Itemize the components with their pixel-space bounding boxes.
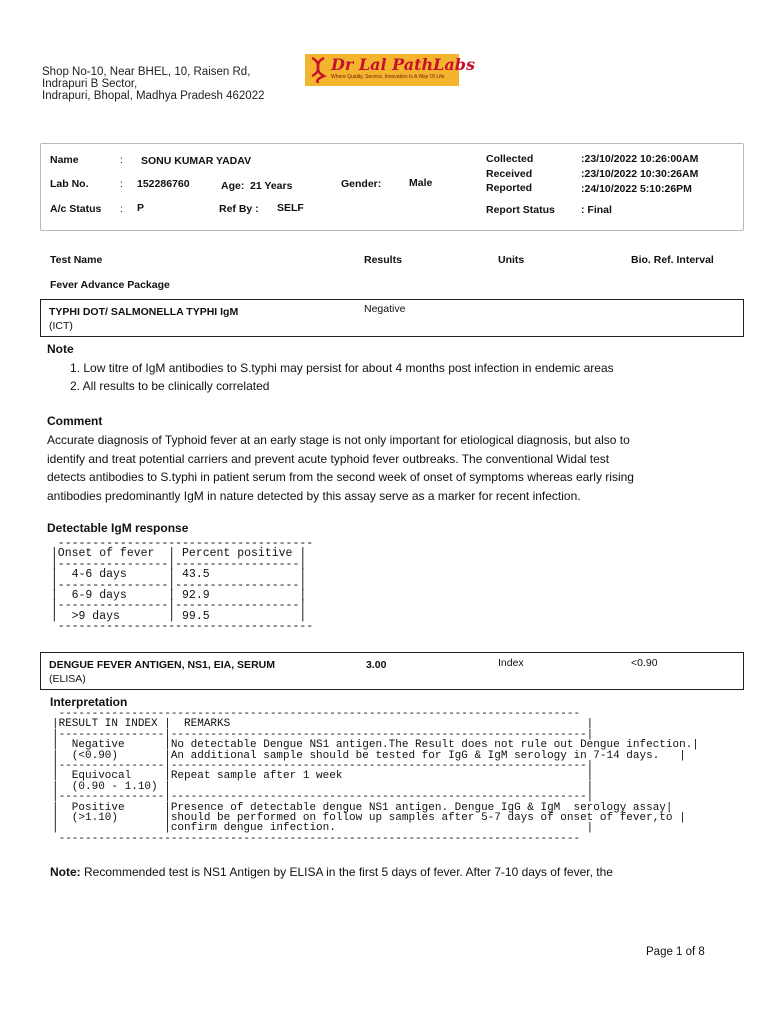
lab-number: 152286760: [137, 178, 190, 190]
note-item: 1. Low titre of IgM antibodies to S.typhi may persist for about 4 months post infection in endemic areas: [70, 361, 614, 375]
collected-datetime: :23/10/2022 10:26:00AM: [581, 153, 699, 165]
comment-line: Accurate diagnosis of Typhoid fever at an early stage is not only important for etiological diagnosis, but also to: [47, 433, 630, 447]
patient-gender: Male: [409, 177, 433, 189]
address-line: Indrapuri B Sector,: [42, 78, 138, 90]
colon: :: [120, 154, 123, 166]
address-line: Indrapuri, Bhopal, Madhya Pradesh 462022: [42, 90, 265, 102]
test-name: DENGUE FEVER ANTIGEN, NS1, EIA, SERUM: [49, 659, 275, 671]
ac-status-label: A/c Status: [50, 203, 102, 215]
report-status-label: Report Status: [486, 204, 555, 216]
package-name: Fever Advance Package: [50, 279, 170, 291]
interpretation-heading: Interpretation: [50, 695, 128, 709]
footnote-label: Note:: [50, 865, 81, 879]
collected-label: Collected: [486, 153, 534, 165]
test-method: (ELISA): [49, 673, 86, 685]
col-units: Units: [498, 254, 525, 266]
test-name: TYPHI DOT/ SALMONELLA TYPHI IgM: [49, 306, 239, 318]
note-heading: Note: [47, 342, 74, 356]
footnote: [50, 865, 613, 879]
note-item: 2. All results to be clinically correlated: [70, 379, 270, 393]
received-datetime: :23/10/2022 10:30:26AM: [581, 168, 699, 180]
logo-wordmark: Dr Lal PathLabs: [331, 55, 475, 74]
refby-label: Ref By :: [219, 203, 259, 215]
comment-line: antibodies predominantly IgM in nature detected by this assay serve as a marker for recent infection.: [47, 488, 581, 503]
age-label: Age:: [221, 180, 245, 192]
reported-datetime: :24/10/2022 5:10:26PM: [581, 183, 692, 195]
col-bio-ref: Bio. Ref. Interval: [631, 254, 714, 266]
footnote-text: Recommended test is NS1 Antigen by ELISA in the first 5 days of fever. After 7-10 days of fever, the: [80, 865, 613, 879]
comment-text: [47, 431, 727, 505]
col-test-name: Test Name: [50, 254, 103, 266]
patient-name: SONU KUMAR YADAV: [141, 155, 252, 167]
colon: :: [120, 178, 123, 190]
lab-address: [42, 66, 265, 102]
test-row-dengue-ns1: [40, 652, 744, 690]
page-number: Page 1 of 8: [646, 946, 705, 958]
labno-label: Lab No.: [50, 178, 89, 190]
test-method: (ICT): [49, 320, 73, 332]
col-results: Results: [364, 254, 402, 266]
comment-line: detects antibodies to S.typhi in patient serum from the second week of onset of symptoms whereas early rising: [47, 470, 634, 484]
interpretation-table: ------------------------------------------------------------------------------- |RESULT IN INDEX | REMARKS | |----------------|---------------------------------------------------------------| | Negative |No detectable Dengue NS1 antigen.The Result does not rule out Dengue infection.| | (<0.90) |An additional sample should be tested for IgG & IgM serology in 7-14 days. | |----------------|---------------------------------------------------------------| | Equivocal |Repeat sample after 1 week | | (0.90 - 1.10) | | |----------------|---------------------------------------------------------------| | Positive |Presence of detectable dengue NS1 antigen. Dengue IgG & IgM serology assay| | (>1.10) |should be performed on follow up samples after 5-7 days of onset of fever,to | | |confirm dengue infection. | -------------------------------------------------------------------------------: [52, 708, 699, 845]
lab-logo: [305, 54, 475, 86]
igm-response-table: ------------------------------------- |Onset of fever | Percent positive | |----------------|------------------| | 4-6 days | 43.5 | |----------------|------------------| | 6-9 days | 92.9 | |----------------|------------------| | >9 days | 99.5 | -------------------------------------: [50, 537, 314, 634]
ref-by: SELF: [277, 202, 304, 214]
received-label: Received: [486, 168, 533, 180]
test-reference: <0.90: [631, 657, 658, 669]
report-status: : Final: [581, 204, 612, 216]
dna-logo-icon: [308, 56, 328, 84]
comment-line: identify and treat potential carriers and prevent acute typhoid fever outbreaks. The conventional Widal test: [47, 451, 610, 466]
test-result: 3.00: [366, 659, 387, 671]
gender-label: Gender:: [341, 178, 382, 190]
colon: :: [120, 203, 123, 215]
test-row-typhidot: [40, 299, 744, 337]
test-unit: Index: [498, 657, 524, 669]
ac-status: P: [137, 202, 145, 214]
test-result: Negative: [364, 303, 406, 315]
igm-response-heading: Detectable IgM response: [47, 521, 189, 535]
comment-heading: Comment: [47, 414, 103, 428]
note-list: [70, 359, 614, 395]
reported-label: Reported: [486, 182, 533, 194]
patient-age: 21 Years: [250, 180, 293, 192]
logo-tagline: Where Quality, Service, Innovation Is A Way Of Life: [331, 74, 445, 80]
address-line: Shop No-10, Near BHEL, 10, Raisen Rd,: [42, 66, 251, 78]
name-label: Name: [50, 154, 79, 166]
